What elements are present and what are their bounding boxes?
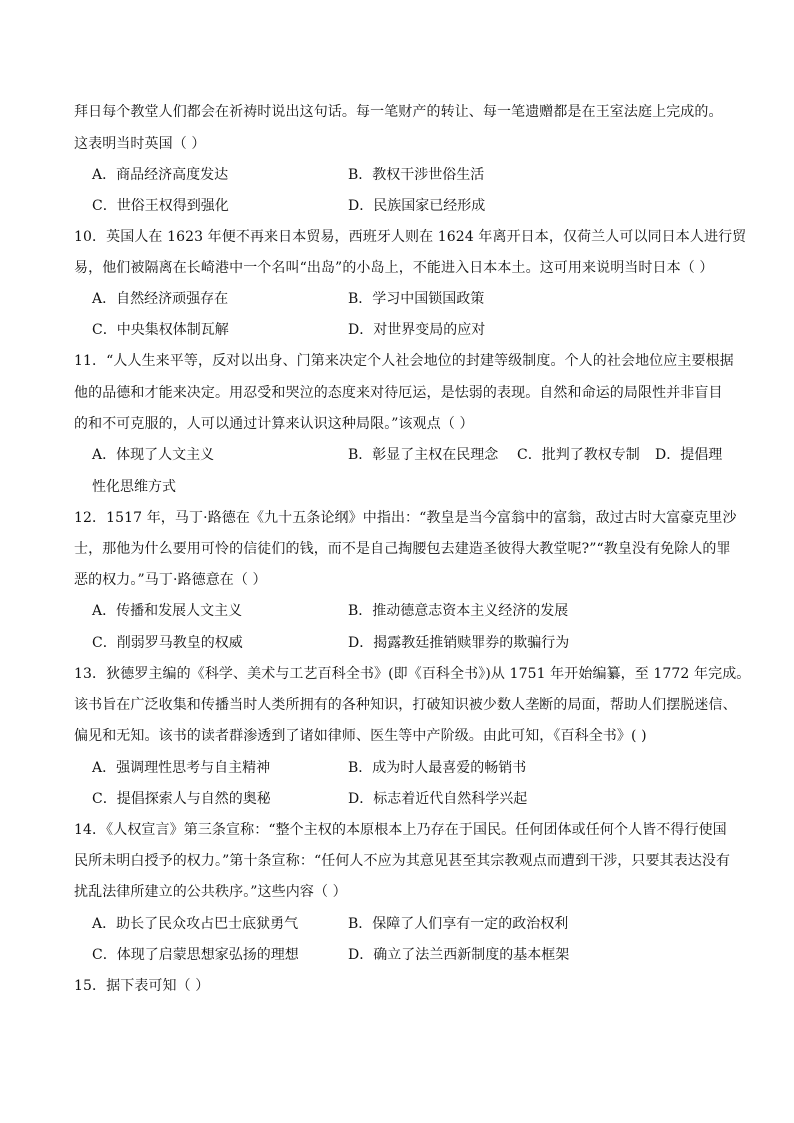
q12-text-line-3: 恶的权力。”马丁·路德意在（ ） (74, 572, 267, 588)
q13-option-c[interactable]: C．提倡探索人与自然的奥秘 (92, 791, 271, 807)
q9-option-a[interactable]: A．商品经济高度发达 (92, 167, 229, 183)
q9-option-b[interactable]: B．教权干涉世俗生活 (348, 167, 485, 183)
q13-option-b[interactable]: B．成为时人最喜爱的畅销书 (348, 760, 527, 776)
q9-text-line-1: 拜日每个教堂人们都会在祈祷时说出这句话。每一笔财产的转让、每一笔遗赠都是在王室法庭上完成的。 (74, 104, 723, 120)
q14-text-line-1: 14．《人权宣言》第三条宣称：“整个主权的本原根本上乃存在于国民。任何团体或任何个人皆不得行使国 (74, 822, 727, 838)
q14-text-line-2: 民所未明白授予的权力。”第十条宣称：“任何人不应为其意见甚至其宗教观点而遭到干涉，只要其表达没有 (74, 853, 731, 869)
q15-text-line-1: 15．据下表可知（ ） (74, 978, 210, 994)
q9-text-line-2: 这表明当时英国（ ） (74, 136, 206, 152)
q11-option-b[interactable]: B．彰显了主权在民理念 (348, 447, 499, 463)
q10-text-line-1: 10．英国人在 1623 年便不再来日本贸易，西班牙人则在 1624 年离开日本，仅荷兰人可以同日本人进行贸 (74, 229, 747, 245)
q14-text-line-3: 扰乱法律所建立的公共秩序。”这些内容（ ） (74, 884, 347, 900)
q13-text-line-3: 偏见和无知。该书的读者群渗透到了诸如律师、医生等中产阶级。由此可知，《百科全书》( ) (74, 728, 647, 744)
q11-option-a[interactable]: A．体现了人文主义 (92, 447, 215, 463)
q10-option-c[interactable]: C．中央集权体制瓦解 (92, 322, 229, 338)
q11-option-d[interactable]: D．提倡理 (655, 447, 723, 463)
q9-option-c[interactable]: C．世俗王权得到强化 (92, 198, 229, 214)
q11-text-line-2: 他的品德和才能来决定。用忍受和哭泣的态度来对待厄运，是怯弱的表现。自然和命运的局限性并非盲目 (74, 385, 723, 401)
q11-option-c[interactable]: C．批判了教权专制 (517, 447, 640, 463)
q14-option-c[interactable]: C．体现了启蒙思想家弘扬的理想 (92, 947, 299, 963)
q11-option-d-wrap: 性化思维方式 (92, 479, 176, 495)
q12-text-line-2: 士，那他为什么要用可怜的信徒们的钱，而不是自己掏腰包去建造圣彼得大教堂呢?”“教皇没有免除人的罪 (74, 541, 731, 557)
q10-option-a[interactable]: A．自然经济顽强存在 (92, 291, 229, 307)
q13-option-d[interactable]: D．标志着近代自然科学兴起 (348, 791, 528, 807)
q10-option-d[interactable]: D．对世界变局的应对 (348, 322, 486, 338)
q10-text-line-2: 易，他们被隔离在长崎港中一个名叫“出岛”的小岛上，不能进入日本本土。这可用来说明当时日本（ ） (74, 260, 714, 276)
q14-option-d[interactable]: D．确立了法兰西新制度的基本框架 (348, 947, 570, 963)
q12-option-a[interactable]: A．传播和发展人文主义 (92, 603, 243, 619)
q14-option-a[interactable]: A．助长了民众攻占巴士底狱勇气 (92, 916, 299, 932)
q12-option-d[interactable]: D．揭露教廷推销赎罪券的欺骗行为 (348, 635, 570, 651)
q9-option-d[interactable]: D．民族国家已经形成 (348, 198, 486, 214)
q10-option-b[interactable]: B．学习中国锁国政策 (348, 291, 485, 307)
q12-option-c[interactable]: C．削弱罗马教皇的权威 (92, 635, 243, 651)
q11-text-line-1: 11．“人人生来平等，反对以出身、门第来决定个人社会地位的封建等级制度。个人的社会地位应主要根据 (74, 353, 734, 369)
q12-text-line-1: 12．1517 年，马丁·路德在《九十五条论纲》中指出：“教皇是当今富翁中的富翁，敌过古时大富豪克里沙 (74, 510, 737, 526)
q11-text-line-3: 的和不可克服的，人可以通过计算来认识这种局限。”该观点（ ） (74, 416, 474, 432)
q13-text-line-1: 13．狄德罗主编的《科学、美术与工艺百科全书》(即《百科全书》)从 1751 年开始编纂，至 1772 年完成。 (74, 666, 751, 682)
q13-option-a[interactable]: A．强调理性思考与自主精神 (92, 760, 271, 776)
q13-text-line-2: 该书旨在广泛收集和传播当时人类所拥有的各种知识，打破知识被少数人垄断的局面，帮助人们摆脱迷信、 (74, 697, 737, 713)
q12-option-b[interactable]: B．推动德意志资本主义经济的发展 (348, 603, 569, 619)
q14-option-b[interactable]: B．保障了人们享有一定的政治权利 (348, 916, 569, 932)
